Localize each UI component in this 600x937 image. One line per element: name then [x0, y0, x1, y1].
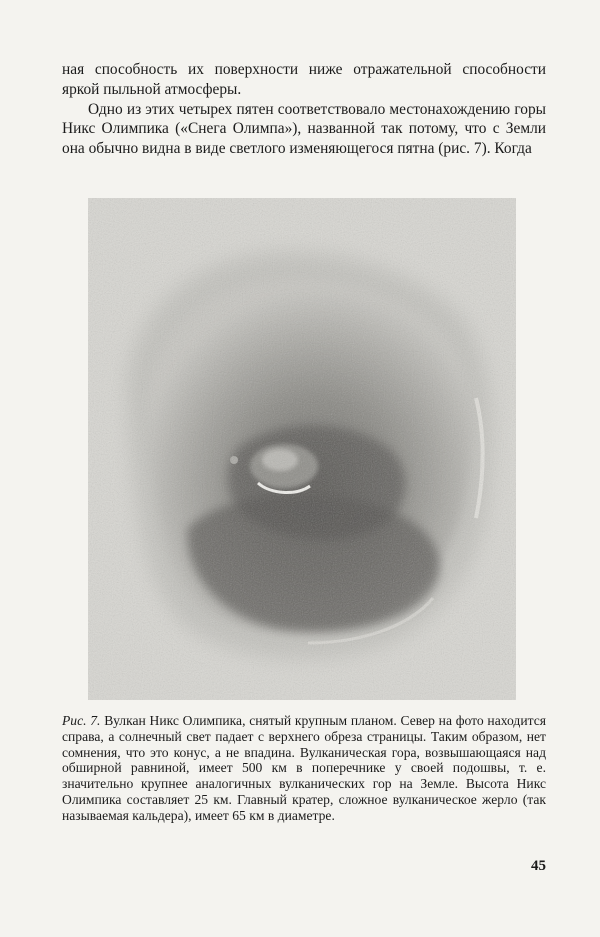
paragraph-1: ная способность их поверхности ниже отражательной способности яркой пыльной атмосферы.: [62, 61, 546, 98]
volcano-photo: [88, 198, 516, 700]
figure-label: Рис. 7.: [62, 713, 101, 728]
paragraph-2: Одно из этих четырех пятен соответствовало местонахождению горы Никс Олимпика («Снега Олимпа»), названной так потому, что с Земли она обычно видна в виде светлого изменяющегося пятна (рис. 7). Когда: [62, 100, 546, 158]
page-number: 45: [531, 858, 546, 874]
body-text: [62, 60, 546, 159]
figure-caption: [62, 713, 546, 824]
volcano-photo-image: [88, 198, 516, 700]
figure-caption-text: Вулкан Никс Олимпика, снятый крупным планом. Север на фото находится справа, а солнечный свет падает с верхнего обреза страницы. Таким образом, нет сомнения, что это конус, а не впадина. Вулканическая гора, возвышающаяся над обширной равниной, имеет 500 км в поперечнике у своей подошвы, т. е. значительно крупнее аналогичных вулканических гор на Земле. Высота Никс Олимпика составляет 25 км. Главный кратер, сложное вулканическое жерло (так называемая кальдера), имеет 65 км в диаметре.: [62, 713, 546, 823]
